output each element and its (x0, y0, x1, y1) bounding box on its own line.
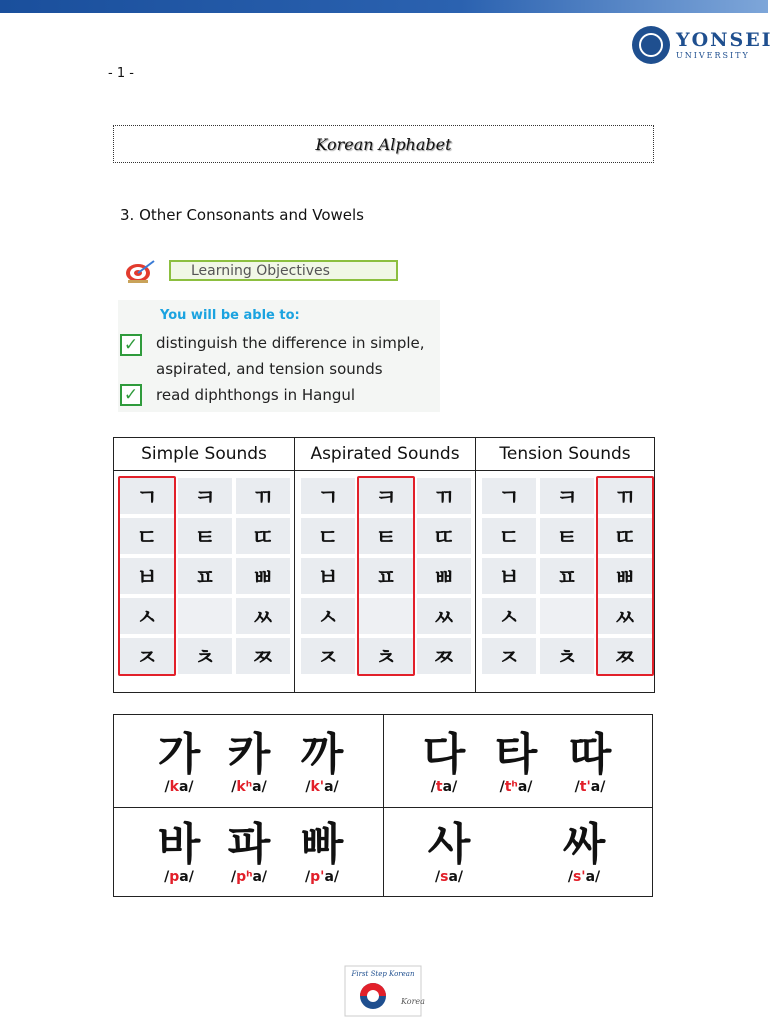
consonant-cell: ㅂ (301, 558, 355, 594)
pronunciation: /sa/ (434, 869, 464, 885)
consonant-cell: ㄸ (417, 518, 471, 554)
syllable-char: 싸 (562, 819, 606, 870)
consonant-cell: ㅈ (120, 638, 174, 674)
syllable-char: 카 (227, 729, 271, 780)
consonant-cell: ㅌ (178, 518, 232, 554)
objective-item-2: read diphthongs in Hangul (156, 386, 356, 404)
simple-sounds-column (114, 438, 294, 692)
svg-text:First Step Korean: First Step Korean (351, 970, 415, 978)
syllable-table (113, 714, 653, 897)
consonant-cell: ㄲ (598, 478, 652, 514)
top-color-bar (0, 0, 768, 13)
university-seal-icon (632, 26, 670, 64)
consonant-cell: ㅉ (417, 638, 471, 674)
consonant-grid (301, 478, 471, 678)
consonant-cell: ㅊ (178, 638, 232, 674)
section-heading: 3. Other Consonants and Vowels (120, 206, 364, 224)
consonant-cell: ㅅ (301, 598, 355, 634)
objective-item-1-line2: aspirated, and tension sounds (156, 360, 383, 378)
consonant-cell: ㅃ (417, 558, 471, 594)
consonant-cell: ㅍ (359, 558, 413, 594)
pronunciation: /p'a/ (305, 869, 339, 885)
highlight-box (118, 476, 176, 676)
consonant-cell: ㅅ (120, 598, 174, 634)
consonant-cell: ㅋ (540, 478, 594, 514)
pronunciation: /kʰa/ (231, 779, 267, 795)
consonant-cell: ㅆ (236, 598, 290, 634)
consonant-cell: ㅌ (540, 518, 594, 554)
consonant-cell: ㄲ (236, 478, 290, 514)
consonant-cell: ㅋ (178, 478, 232, 514)
syllable-char: 다 (422, 729, 466, 780)
consonant-cell: ㅆ (417, 598, 471, 634)
column-header: Tension Sounds (476, 438, 654, 471)
consonant-cell: ㅆ (598, 598, 652, 634)
divider (383, 715, 384, 896)
svg-text:Korea: Korea (401, 997, 425, 1006)
syllable-char: 빠 (300, 819, 344, 870)
consonant-grid (482, 478, 652, 678)
pronunciation: /tʰa/ (499, 779, 533, 795)
consonant-cell: ㅉ (598, 638, 652, 674)
syllable-char: 사 (427, 819, 471, 870)
aspirated-sounds-column (294, 438, 475, 692)
consonant-cell: ㅊ (359, 638, 413, 674)
pronunciation: /ta/ (430, 779, 458, 795)
brand-name: YONSEI (676, 28, 773, 51)
pronunciation: /pʰa/ (230, 869, 268, 885)
pronunciation: /ka/ (164, 779, 194, 795)
consonant-cell: ㄲ (417, 478, 471, 514)
column-header: Simple Sounds (114, 438, 294, 471)
tension-sounds-column (475, 438, 654, 692)
pronunciation: /s'a/ (567, 869, 601, 885)
consonant-cell: ㅈ (482, 638, 536, 674)
checkmark-icon: ✓ (120, 334, 142, 356)
divider (114, 807, 652, 808)
syllable-char: 파 (227, 819, 271, 870)
consonant-cell: ㅋ (359, 478, 413, 514)
consonant-cell: ㅍ (178, 558, 232, 594)
consonant-cell: ㄷ (301, 518, 355, 554)
consonant-cell: ㅍ (540, 558, 594, 594)
consonant-cell: ㅃ (598, 558, 652, 594)
objectives-panel (118, 300, 440, 412)
syllable-char: 가 (157, 729, 201, 780)
highlight-box (357, 476, 415, 676)
pronunciation: /t'a/ (574, 779, 606, 795)
empty-cell (540, 598, 594, 634)
consonant-cell: ㄸ (598, 518, 652, 554)
consonant-cell: ㅅ (482, 598, 536, 634)
target-icon (124, 258, 158, 284)
first-step-korean-logo (345, 966, 425, 1016)
objectives-intro: You will be able to: (160, 308, 300, 323)
empty-cell (178, 598, 232, 634)
brand-subtitle: UNIVERSITY (676, 50, 750, 60)
learning-objectives-banner: Learning Objectives (169, 260, 398, 281)
page-number: - 1 - (108, 66, 134, 81)
consonant-cell: ㄱ (482, 478, 536, 514)
consonant-cell: ㄱ (120, 478, 174, 514)
checkmark-icon: ✓ (120, 384, 142, 406)
consonant-cell: ㅂ (482, 558, 536, 594)
title-box (113, 125, 654, 163)
consonant-grid (120, 478, 290, 678)
consonant-cell: ㄷ (482, 518, 536, 554)
consonant-cell: ㅌ (359, 518, 413, 554)
consonant-cell: ㅊ (540, 638, 594, 674)
consonant-cell: ㅈ (301, 638, 355, 674)
syllable-char: 따 (568, 729, 612, 780)
column-header: Aspirated Sounds (295, 438, 475, 471)
consonant-cell: ㄸ (236, 518, 290, 554)
highlight-box (596, 476, 654, 676)
consonant-cell: ㄷ (120, 518, 174, 554)
consonant-table (113, 437, 655, 693)
syllable-char: 타 (494, 729, 538, 780)
consonant-cell: ㅂ (120, 558, 174, 594)
consonant-cell: ㄱ (301, 478, 355, 514)
page-title: Korean Alphabet (315, 134, 452, 154)
syllable-char: 바 (157, 819, 201, 870)
syllable-char: 까 (300, 729, 344, 780)
pronunciation: /pa/ (164, 869, 194, 885)
pronunciation: /k'a/ (305, 779, 339, 795)
objective-item-1-line1: distinguish the difference in simple, (156, 334, 425, 352)
consonant-cell: ㅉ (236, 638, 290, 674)
yonsei-logo (632, 26, 773, 64)
consonant-cell: ㅃ (236, 558, 290, 594)
